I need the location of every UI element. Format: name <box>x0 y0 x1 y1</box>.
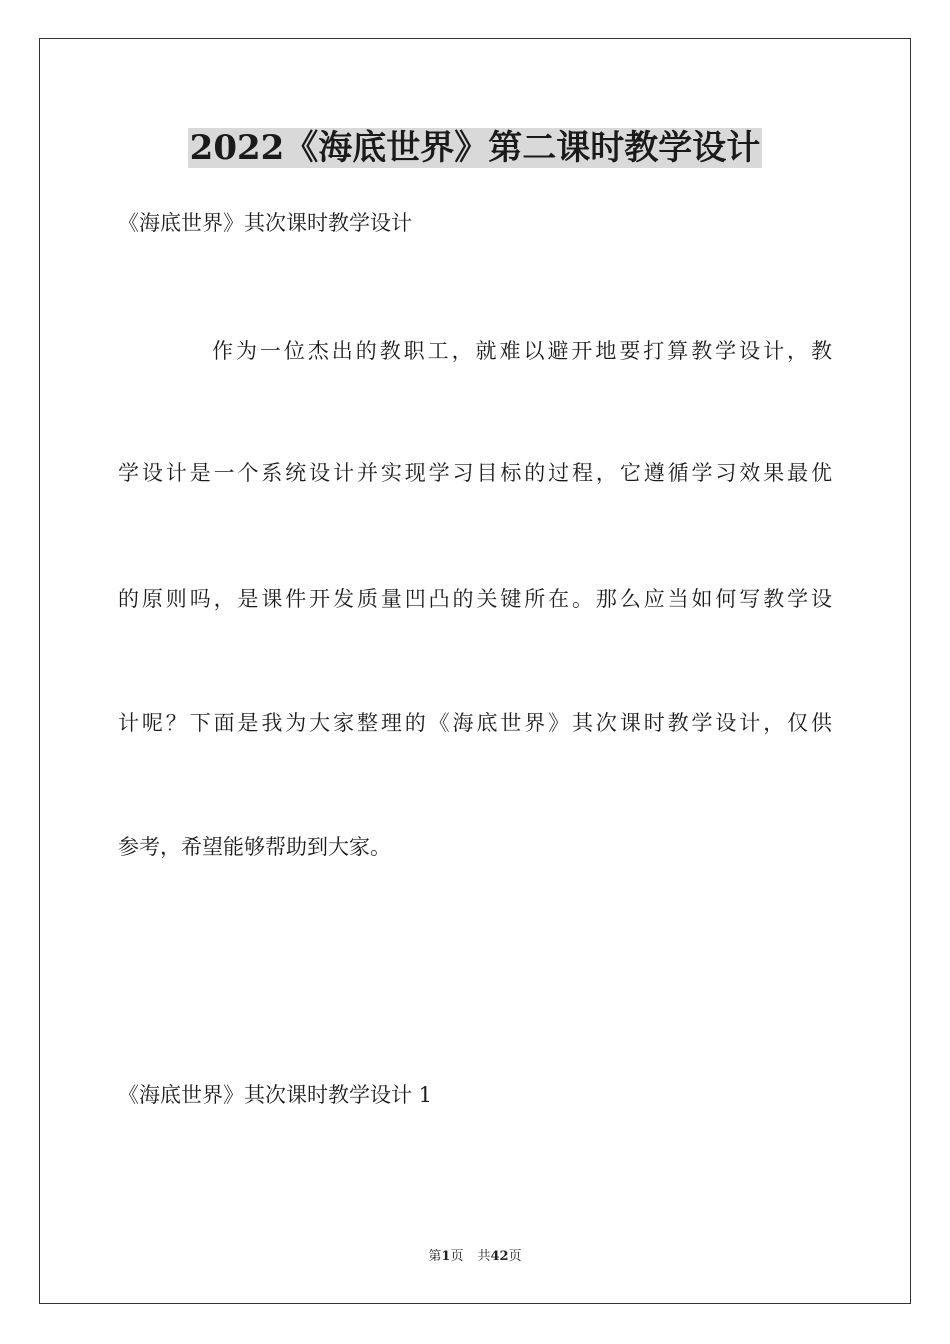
paragraph-line: 作为一位杰出的教职工，就难以避开地要打算教学设计，教 <box>212 339 832 363</box>
page-suffix: 页 <box>450 1249 464 1264</box>
document-subtitle: 《海底世界》其次课时教学设计 <box>118 211 412 235</box>
page-number: 1 <box>441 1249 451 1264</box>
total-prefix: 共 <box>477 1249 491 1264</box>
document-title <box>0 126 950 170</box>
total-pages: 42 <box>490 1249 509 1264</box>
page-footer <box>0 1248 950 1266</box>
paragraph-line: 的原则吗，是课件开发质量凹凸的关键所在。那么应当如何写教学设 <box>118 587 832 611</box>
paragraph-line: 参考，希望能够帮助到大家。 <box>118 835 391 859</box>
total-suffix: 页 <box>508 1249 522 1264</box>
section-heading: 《海底世界》其次课时教学设计 1 <box>118 1083 433 1107</box>
document-title-text: 2022《海底世界》第二课时教学设计 <box>189 128 761 168</box>
paragraph-line: 学设计是一个系统设计并实现学习目标的过程，它遵循学习效果最优 <box>118 461 832 485</box>
paragraph-line: 计呢？下面是我为大家整理的《海底世界》其次课时教学设计，仅供 <box>118 711 832 735</box>
page-prefix: 第 <box>428 1249 442 1264</box>
